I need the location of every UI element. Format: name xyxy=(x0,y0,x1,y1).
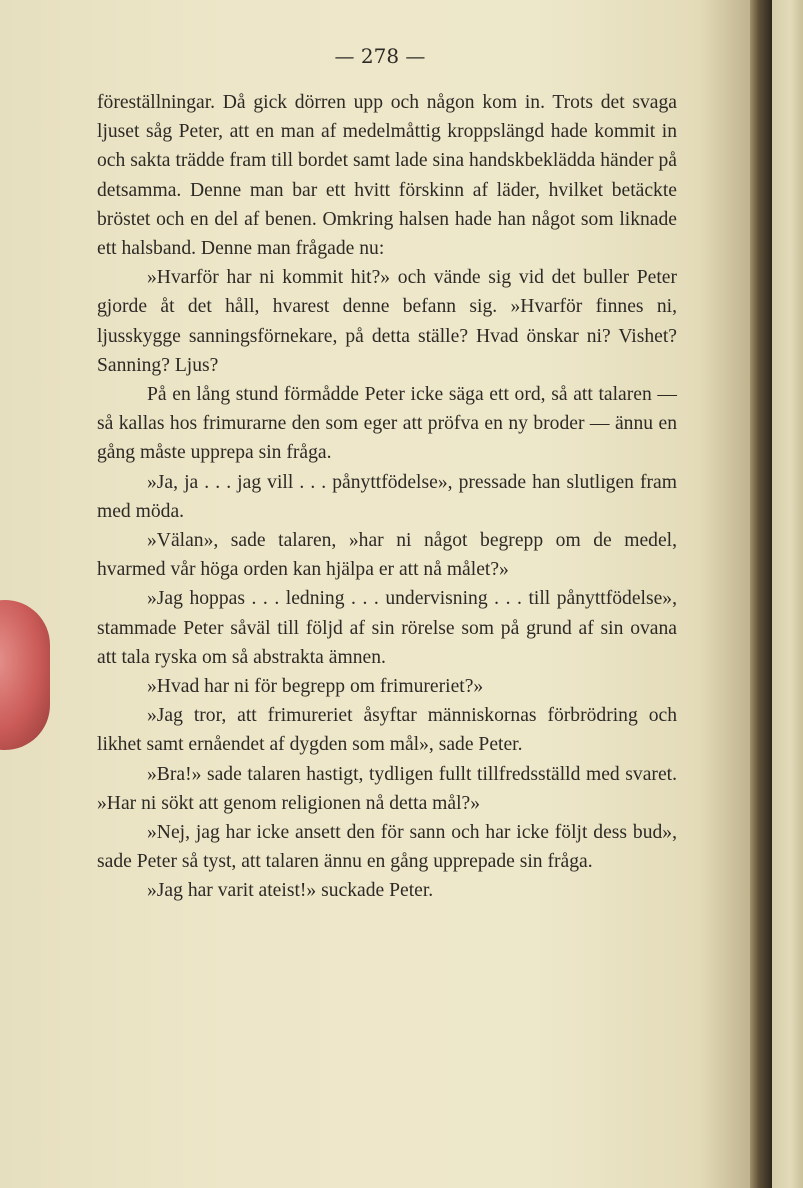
paragraph: »Nej, jag har icke ansett den för sann och har icke följt dess bud», sade Peter så tyst, att talaren ännu en gång upprepade sin fråga. xyxy=(97,822,677,873)
paragraph: »Hvad har ni för begrepp om frimureriet?» xyxy=(147,676,484,698)
page-body-text xyxy=(97,88,677,906)
paragraph: »Ja, ja . . . jag vill . . . pånyttfödelse», pressade han slutligen fram med möda. xyxy=(97,471,677,522)
paragraph: »Hvarför har ni kommit hit?» och vände sig vid det buller Peter gjorde åt det håll, hvarest denne befann sig. »Hvarför finnes ni, ljusskygge sanningsförnekare, på detta ställe? Hvad önskar ni? Vishet? Sanning? Ljus? xyxy=(97,267,677,376)
paragraph: föreställningar. Då gick dörren upp och någon kom in. Trots det svaga ljuset såg Peter, att en man af medelmåttig kroppslängd hade kommit in och sakta trädde fram till bordet samt lade sina handskbeklädda händer på detsamma. Denne man bar ett hvitt förskinn af läder, hvilket betäckte bröstet och en del af benen. Omkring halsen hade han något som liknade ett halsband. Denne man frågade nu: xyxy=(97,92,677,260)
paragraph: »Jag har varit ateist!» suckade Peter. xyxy=(147,880,434,902)
thumb xyxy=(0,600,50,750)
paragraph: »Bra!» sade talaren hastigt, tydligen fullt tillfredsställd med svaret. »Har ni sökt att genom religionen nå detta mål?» xyxy=(97,763,677,814)
next-page-edge xyxy=(772,0,803,1188)
book-gutter xyxy=(750,0,772,1188)
paragraph: »Jag hoppas . . . ledning . . . undervisning . . . till pånyttfödelse», stammade Peter såväl till följd af sin rörelse som på grund af sin ovana att tala ryska om så abstrakta ämnen. xyxy=(97,588,677,668)
page-number: — 278 — xyxy=(334,44,426,68)
paragraph: »Välan», sade talaren, »har ni något begrepp om de medel, hvarmed vår höga orden kan hjälpa er att nå målet?» xyxy=(97,530,677,581)
paragraph: På en lång stund förmådde Peter icke säga ett ord, så att talaren — så kallas hos frimurarne den som eger att pröfva en ny broder — ännu en gång måste upprepa sin fråga. xyxy=(97,384,677,464)
paragraph: »Jag tror, att frimureriet åsyftar människornas förbrödring och likhet samt ernåendet af dygden som mål», sade Peter. xyxy=(97,705,677,756)
